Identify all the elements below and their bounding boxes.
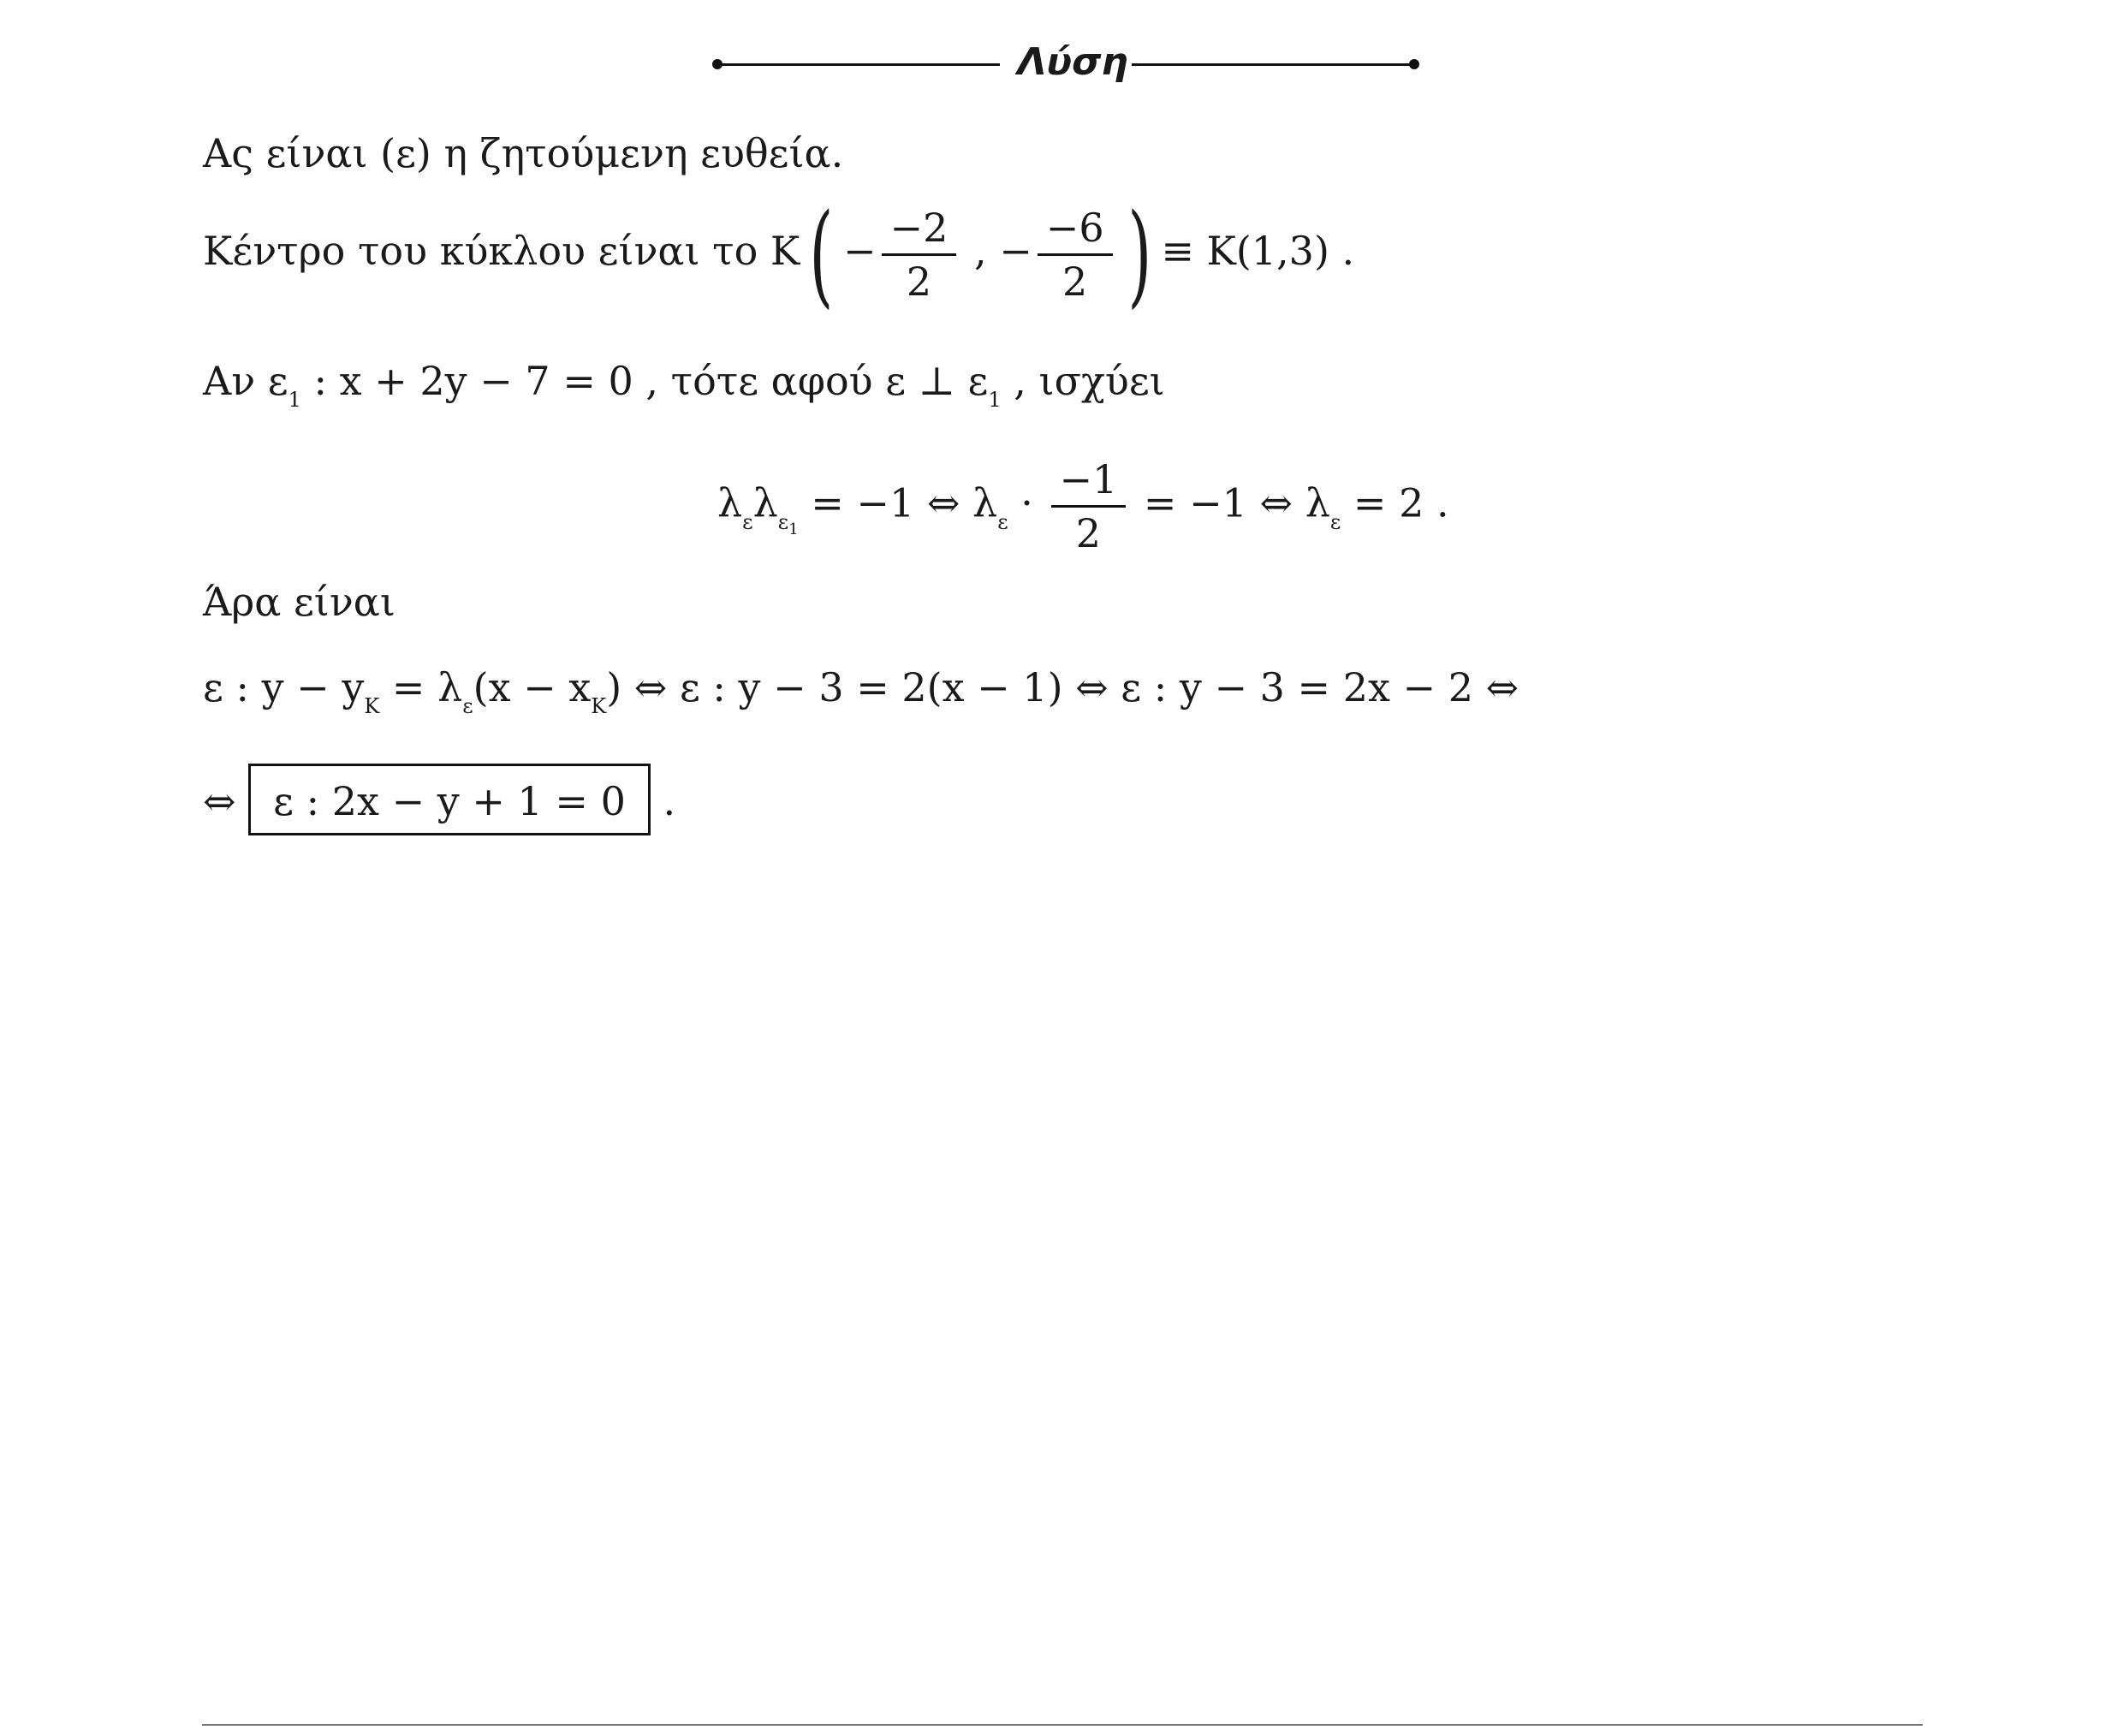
line-4-final: = 2 . [1341,479,1449,526]
fraction-3-num: −1 [1051,454,1127,508]
fraction-2 [1038,202,1113,307]
line-6-d: ) ⇔ ε : y − 3 = 2(x − 1) ⇔ ε : y − 3 = 2x − 2 ⇔ [606,664,1519,710]
line-3-c: , ισχύει [1001,358,1165,404]
fraction-1 [882,202,957,307]
line-2-center [203,189,1355,319]
line-7-arrow: ⇔ [203,778,236,824]
line-4-dot: · [1008,479,1046,526]
lambda-2-sub-1: 1 [788,520,799,538]
line-3 [203,358,1165,412]
header-dot-right [1409,59,1419,69]
line-1: Ας είναι (ε) η ζητούμενη ευθεία. [203,130,844,176]
header-rule-right [1132,63,1412,66]
fraction-2-num: −6 [1038,202,1113,256]
solution-header [711,33,1421,101]
lambda-3-sub: ε [997,509,1008,534]
line-4-end: = −1 ⇔ λ [1131,479,1330,526]
lambda-4-sub: ε [1329,509,1341,534]
line-3-a: Αν ε [203,358,288,404]
lambda-2: λ [752,479,778,526]
fraction-1-num: −2 [882,202,957,256]
frac1-sign: − [843,228,877,274]
comma: , [973,228,987,274]
line-3-sub2: 1 [988,388,1002,412]
line-2-suffix: ≡ Κ(1,3) . [1161,228,1355,274]
left-paren: ( [809,189,834,319]
line-5: Άρα είναι [203,579,395,625]
fraction-3-den: 2 [1075,510,1102,556]
line-6-sub-e: ε [462,694,473,718]
line-6 [203,664,1519,718]
fraction-1-den: 2 [906,258,932,305]
line-4-slope-equation [717,454,1449,559]
fraction-2-den: 2 [1062,258,1088,305]
lambda-2-sub-e: ε [777,509,789,534]
line-6-a: ε : y − y [203,664,365,710]
line-3-b: : x + 2y − 7 = 0 , τότε αφού ε ⊥ ε [300,358,989,404]
line-6-subK: Κ [364,694,380,718]
lambda-1-sub: ε [742,509,753,534]
line-6-c: (x − x [473,664,592,710]
lambda-1: λ [717,479,743,526]
right-paren: ) [1127,189,1151,319]
fraction-3 [1051,454,1127,559]
footer-rule [202,1724,1923,1726]
header-rule-left [717,63,1000,66]
final-answer-box: ε : 2x − y + 1 = 0 [248,764,651,835]
line-7-dot: . [663,778,676,824]
line-3-sub1: 1 [288,388,301,412]
line-6-subK2: Κ [591,694,607,718]
line-6-b: = λ [379,664,463,710]
line-2-prefix: Κέντρο του κύκλου είναι το Κ [203,228,800,274]
line-4-mid: = −1 ⇔ λ [798,479,998,526]
lambda-2-sub [777,509,799,538]
line-7 [203,764,675,835]
frac2-sign: − [999,228,1032,274]
header-title: Λύση [1017,40,1128,84]
